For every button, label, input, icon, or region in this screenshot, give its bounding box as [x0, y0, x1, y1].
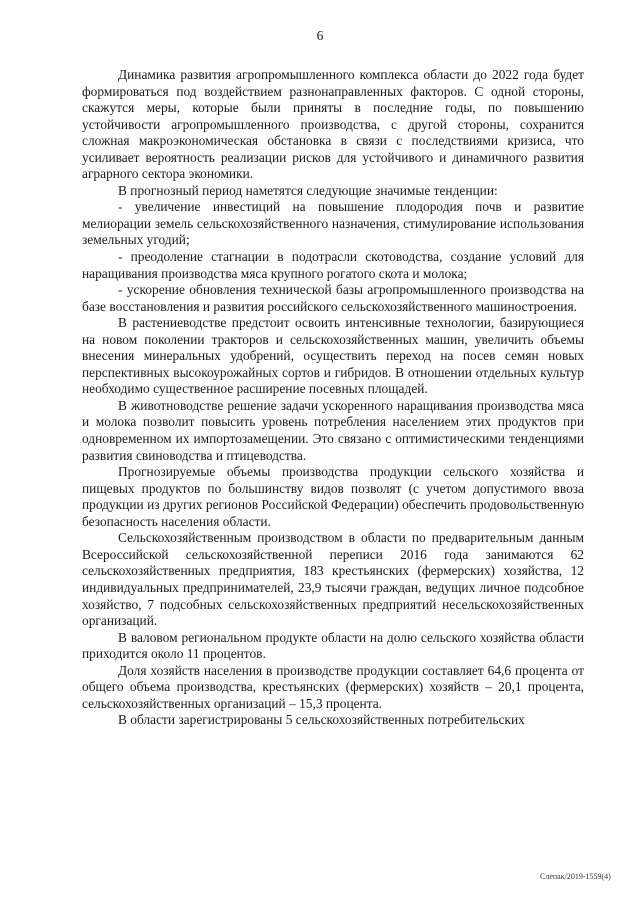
paragraph-census: Сельскохозяйственным производством в области по предварительным данным Всероссийской сельскохозяйственной переписи 2016 года занимаются 62 сельскохозяйственных предприятия, 183 крестьянских (фермерских) хозяйства, 12 индивидуальных предпринимателей, 23,9 тысячи граждан, ведущих личное подсобное хозяйство, 7 подсобных сельскохозяйственных предприятий несельскохозяйственных организаций.: [82, 530, 584, 629]
paragraph-household-share: Доля хозяйств населения в производстве продукции составляет 64,6 процента от общего объема производства, крестьянских (фермерских) хозяйств – 20,1 процента, сельскохозяйственных организаций – 15,3 процента.: [82, 662, 584, 711]
list-item-cattle: - преодоление стагнации в подотрасли скотоводства, создание условий для наращивания производства мяса крупного рогатого скота и молока;: [82, 249, 584, 281]
list-item-machinery: - ускорение обновления технической базы агропромышленного производства на базе восстановления и развития российского сельскохозяйственного машиностроения.: [82, 282, 584, 314]
paragraph-cooperatives: В области зарегистрированы 5 сельскохозяйственных потребительских: [118, 712, 525, 728]
document-code: Слепак/2019-1559(4): [540, 872, 611, 881]
paragraph-agro-dynamics: Динамика развития агропромышленного комплекса области до 2022 года будет формироваться под воздействием разнонаправленных факторов. С одной стороны, скажутся меры, которые были приняты в последние годы, по повышению устойчивости агропромышленного производства, с другой стороны, сохранится сложная макроэкономическая обстановка в связи с последствиями кризиса, что усиливает вероятность реализации рисков для устойчивого и динамичного развития аграрного сектора экономики.: [82, 67, 584, 182]
paragraph-crop-production: В растениеводстве предстоит освоить интенсивные технологии, базирующиеся на новом поколении тракторов и сельскохозяйственных машин, увеличить объемы внесения минеральных удобрений, осуществить переход на посев семян новых перспективных высокоурожайных сортов и гибридов. В отношении отдельных культур необходимо существенное расширение посевных площадей.: [82, 315, 584, 397]
page-number: 6: [316, 28, 324, 43]
paragraph-livestock: В животноводстве решение задачи ускоренного наращивания производства мяса и молока позволит повысить уровень потребления населением этих продуктов при одновременном их импортозамещении. Это связано с оптимистическими тенденциями развития свиноводства и птицеводства.: [82, 397, 584, 463]
body-text: [82, 67, 584, 729]
paragraph-forecast-trends: В прогнозный период наметятся следующие значимые тенденции:: [118, 182, 498, 198]
paragraph-grp-share: В валовом региональном продукте области на долю сельского хозяйства области приходится около 11 процентов.: [82, 629, 584, 662]
list-item-investment: - увеличение инвестиций на повышение плодородия почв и развитие мелиорации земель сельскохозяйственного назначения, стимулирование использования земельных угодий;: [82, 199, 584, 248]
paragraph-production-volumes: Прогнозируемые объемы производства продукции сельского хозяйства и пищевых продуктов по большинству видов позволят (с учетом допустимого ввоза продукции из других регионов Российской Федерации) обеспечить продовольственную безопасность населения области.: [82, 464, 584, 529]
